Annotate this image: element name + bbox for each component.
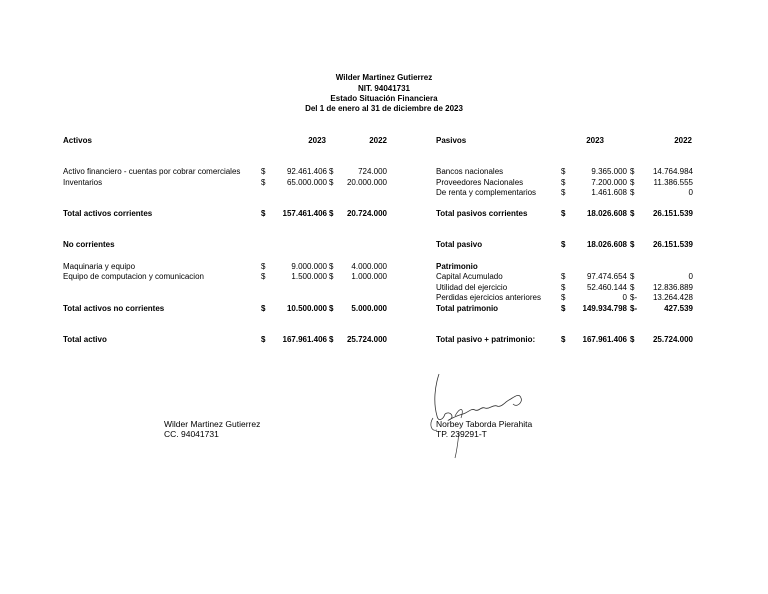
liabilities-title: Pasivos: [436, 136, 467, 145]
statement-period: Del 1 de enero al 31 de diciembre de 2023: [305, 104, 463, 113]
currency: $: [561, 272, 566, 281]
value-2023: 9.000.000: [291, 262, 327, 271]
currency: $: [561, 209, 566, 218]
value-2022: 5.000.000: [351, 304, 387, 313]
row-label: Inventarios: [63, 178, 103, 187]
currency: $: [329, 167, 334, 176]
currency: $: [561, 178, 566, 187]
equity-title: Patrimonio: [436, 262, 478, 271]
value-2022: 724.000: [358, 167, 387, 176]
value-2022: 11.386.555: [653, 178, 693, 187]
liabilities-year-2023: 2023: [586, 136, 604, 145]
value-2023: 18.026.608: [586, 209, 627, 218]
value-2023: 149.934.798: [582, 304, 627, 313]
currency: $: [329, 304, 334, 313]
currency: $: [561, 335, 566, 344]
value-2023: 167.961.406: [282, 335, 327, 344]
currency: $: [261, 262, 266, 271]
row-label: Perdidas ejercicios anteriores: [436, 293, 541, 302]
value-2022: 20.000.000: [346, 178, 387, 187]
currency: $: [561, 293, 566, 302]
value-2023: 92.461.406: [286, 167, 327, 176]
row-label: Total pasivo: [436, 240, 483, 249]
currency: $: [261, 304, 266, 313]
value-2022: 0: [688, 272, 693, 281]
currency: $: [630, 178, 635, 187]
row-label: De renta y complementarios: [436, 188, 537, 197]
currency: $: [329, 272, 334, 281]
assets-title: Activos: [63, 136, 92, 145]
handwritten-signature: [425, 372, 535, 462]
currency: $: [630, 188, 635, 197]
currency: $: [630, 167, 635, 176]
row-label: Equipo de computacion y comunicacion: [63, 272, 204, 281]
currency: $-: [630, 304, 638, 313]
currency: $: [561, 188, 566, 197]
row-label: Maquinaria y equipo: [63, 262, 136, 271]
right-signer-id: TP. 239291-T: [436, 429, 487, 439]
value-2022: 12.836.889: [652, 283, 693, 292]
currency: $: [630, 240, 635, 249]
currency: $: [561, 167, 566, 176]
currency: $: [630, 335, 635, 344]
value-2023: 167.961.406: [582, 335, 627, 344]
liabilities-year-2022: 2022: [674, 136, 692, 145]
currency: $: [630, 272, 635, 281]
currency: $-: [630, 293, 638, 302]
value-2022: 26.151.539: [652, 209, 693, 218]
value-2023: 10.500.000: [286, 304, 327, 313]
value-2023: 1.461.608: [591, 188, 627, 197]
currency: $: [329, 178, 334, 187]
row-label: Activo financiero - cuentas por cobrar comerciales: [63, 167, 241, 176]
noncurrent-title: No corrientes: [63, 240, 115, 249]
currency: $: [329, 209, 334, 218]
company-name: Wilder Martinez Gutierrez: [335, 73, 433, 82]
row-label: Total activo: [63, 335, 107, 344]
right-signer-name: Norbey Taborda Pierahita: [436, 419, 533, 429]
row-label: Total pasivos corrientes: [436, 209, 528, 218]
value-2022: 427.539: [664, 304, 693, 313]
value-2023: 52.460.144: [586, 283, 627, 292]
currency: $: [329, 335, 334, 344]
currency: $: [261, 167, 266, 176]
currency: $: [630, 209, 635, 218]
assets-year-2022: 2022: [369, 136, 387, 145]
row-label: Total activos no corrientes: [63, 304, 165, 313]
value-2022: 0: [688, 188, 693, 197]
currency: $: [261, 209, 266, 218]
row-label: Capital Acumulado: [436, 272, 503, 281]
currency: $: [329, 262, 334, 271]
row-label: Utilidad del ejercicio: [436, 283, 508, 292]
value-2023: 97.474.654: [586, 272, 627, 281]
value-2022: 26.151.539: [652, 240, 693, 249]
value-2023: 65.000.000: [286, 178, 327, 187]
statement-title: Estado Situación Financiera: [330, 94, 438, 103]
row-label: Total activos corrientes: [63, 209, 153, 218]
currency: $: [561, 240, 566, 249]
currency: $: [261, 178, 266, 187]
value-2022: 4.000.000: [351, 262, 387, 271]
value-2022: 13.264.428: [652, 293, 693, 302]
value-2023: 9.365.000: [591, 167, 627, 176]
currency: $: [561, 283, 566, 292]
row-label: Bancos nacionales: [436, 167, 504, 176]
row-label: Total patrimonio: [436, 304, 499, 313]
currency: $: [261, 272, 266, 281]
value-2022: 14.764.984: [652, 167, 693, 176]
value-2023: 157.461.406: [282, 209, 327, 218]
value-2023: 0: [622, 293, 627, 302]
row-label: Proveedores Nacionales: [436, 178, 524, 187]
value-2023: 1.500.000: [291, 272, 327, 281]
currency: $: [261, 335, 266, 344]
left-signer-id: CC. 94041731: [164, 429, 219, 439]
left-signer-name: Wilder Martinez Gutierrez: [164, 419, 261, 429]
value-2022: 20.724.000: [346, 209, 387, 218]
value-2023: 7.200.000: [591, 178, 627, 187]
assets-year-2023: 2023: [308, 136, 326, 145]
value-2023: 18.026.608: [586, 240, 627, 249]
company-nit: NIT. 94041731: [357, 84, 411, 93]
value-2022: 1.000.000: [351, 272, 387, 281]
value-2022: 25.724.000: [652, 335, 693, 344]
currency: $: [561, 304, 566, 313]
value-2022: 25.724.000: [346, 335, 387, 344]
currency: $: [630, 283, 635, 292]
row-label: Total pasivo + patrimonio:: [436, 335, 536, 344]
